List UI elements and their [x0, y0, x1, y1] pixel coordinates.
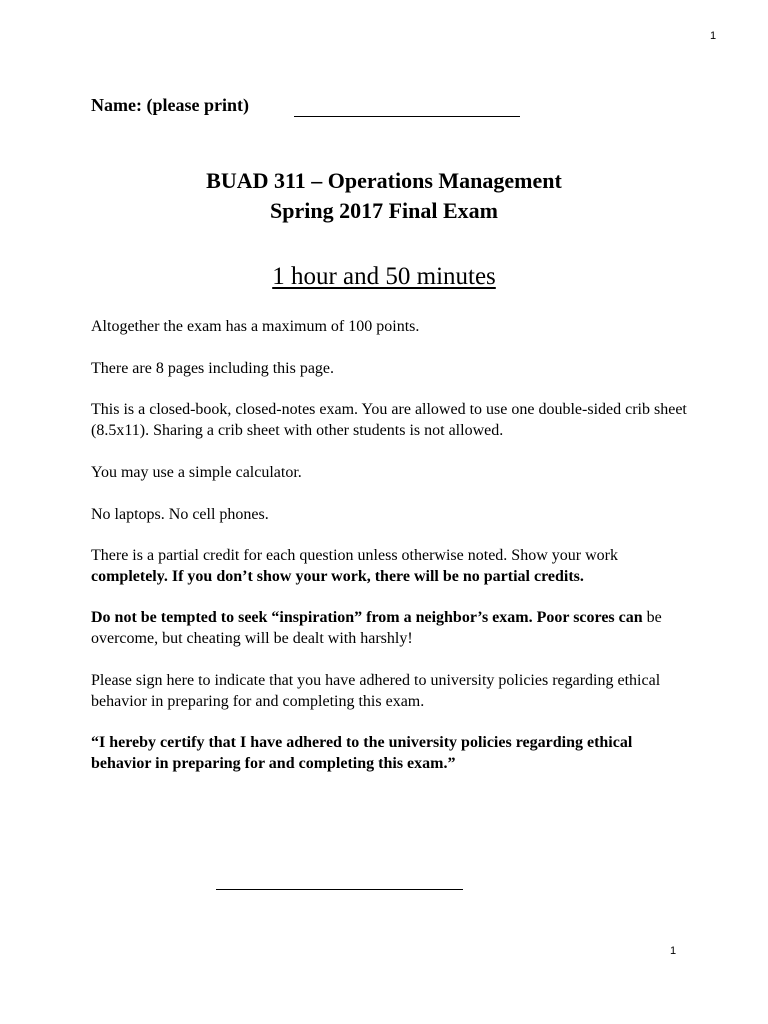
exam-duration	[0, 261, 768, 293]
partial-credit-text: There is a partial credit for each question unless otherwise noted. Show your work	[91, 547, 618, 564]
partial-credit-emphasis: completely. If you don’t show your work, there will be no partial credits.	[91, 568, 584, 585]
devices-instruction: No laptops. No cell phones.	[91, 506, 269, 523]
name-label: Name: (please print)	[91, 95, 249, 115]
course-title: BUAD 311 – Operations Management	[206, 168, 562, 193]
cheating-warning-text: be overcome, but cheating will be dealt with harshly!	[91, 609, 662, 647]
pages-instruction: There are 8 pages including this page.	[91, 360, 335, 377]
cheating-warning-emphasis: Do not be tempted to seek “inspiration” from a neighbor’s exam. Poor scores can	[91, 609, 643, 626]
calculator-instruction: You may use a simple calculator.	[91, 464, 302, 481]
signature-line[interactable]	[216, 889, 463, 890]
exam-duration-text: 1 hour and 50 minutes	[272, 263, 496, 290]
points-instruction: Altogether the exam has a maximum of 100 points.	[91, 318, 420, 335]
partial-credit-instruction	[91, 545, 691, 587]
exam-title: Spring 2017 Final Exam	[270, 198, 498, 223]
closed-book-instruction: This is a closed-book, closed-notes exam. You are allowed to use one double-sided crib sheet (8.5x11). Sharing a crib sheet with other students is not allowed.	[91, 401, 687, 439]
cheating-warning	[91, 607, 691, 649]
certification-statement: “I hereby certify that I have adhered to the university policies regarding ethical behavior in preparing for and completing this exam.”	[91, 734, 633, 772]
sign-request: Please sign here to indicate that you have adhered to university policies regarding ethical behavior in preparing for and completing this exam.	[91, 672, 661, 710]
page-number-top: 1	[710, 30, 717, 42]
name-field-line[interactable]	[294, 116, 520, 117]
page-number-bottom: 1	[670, 945, 677, 957]
